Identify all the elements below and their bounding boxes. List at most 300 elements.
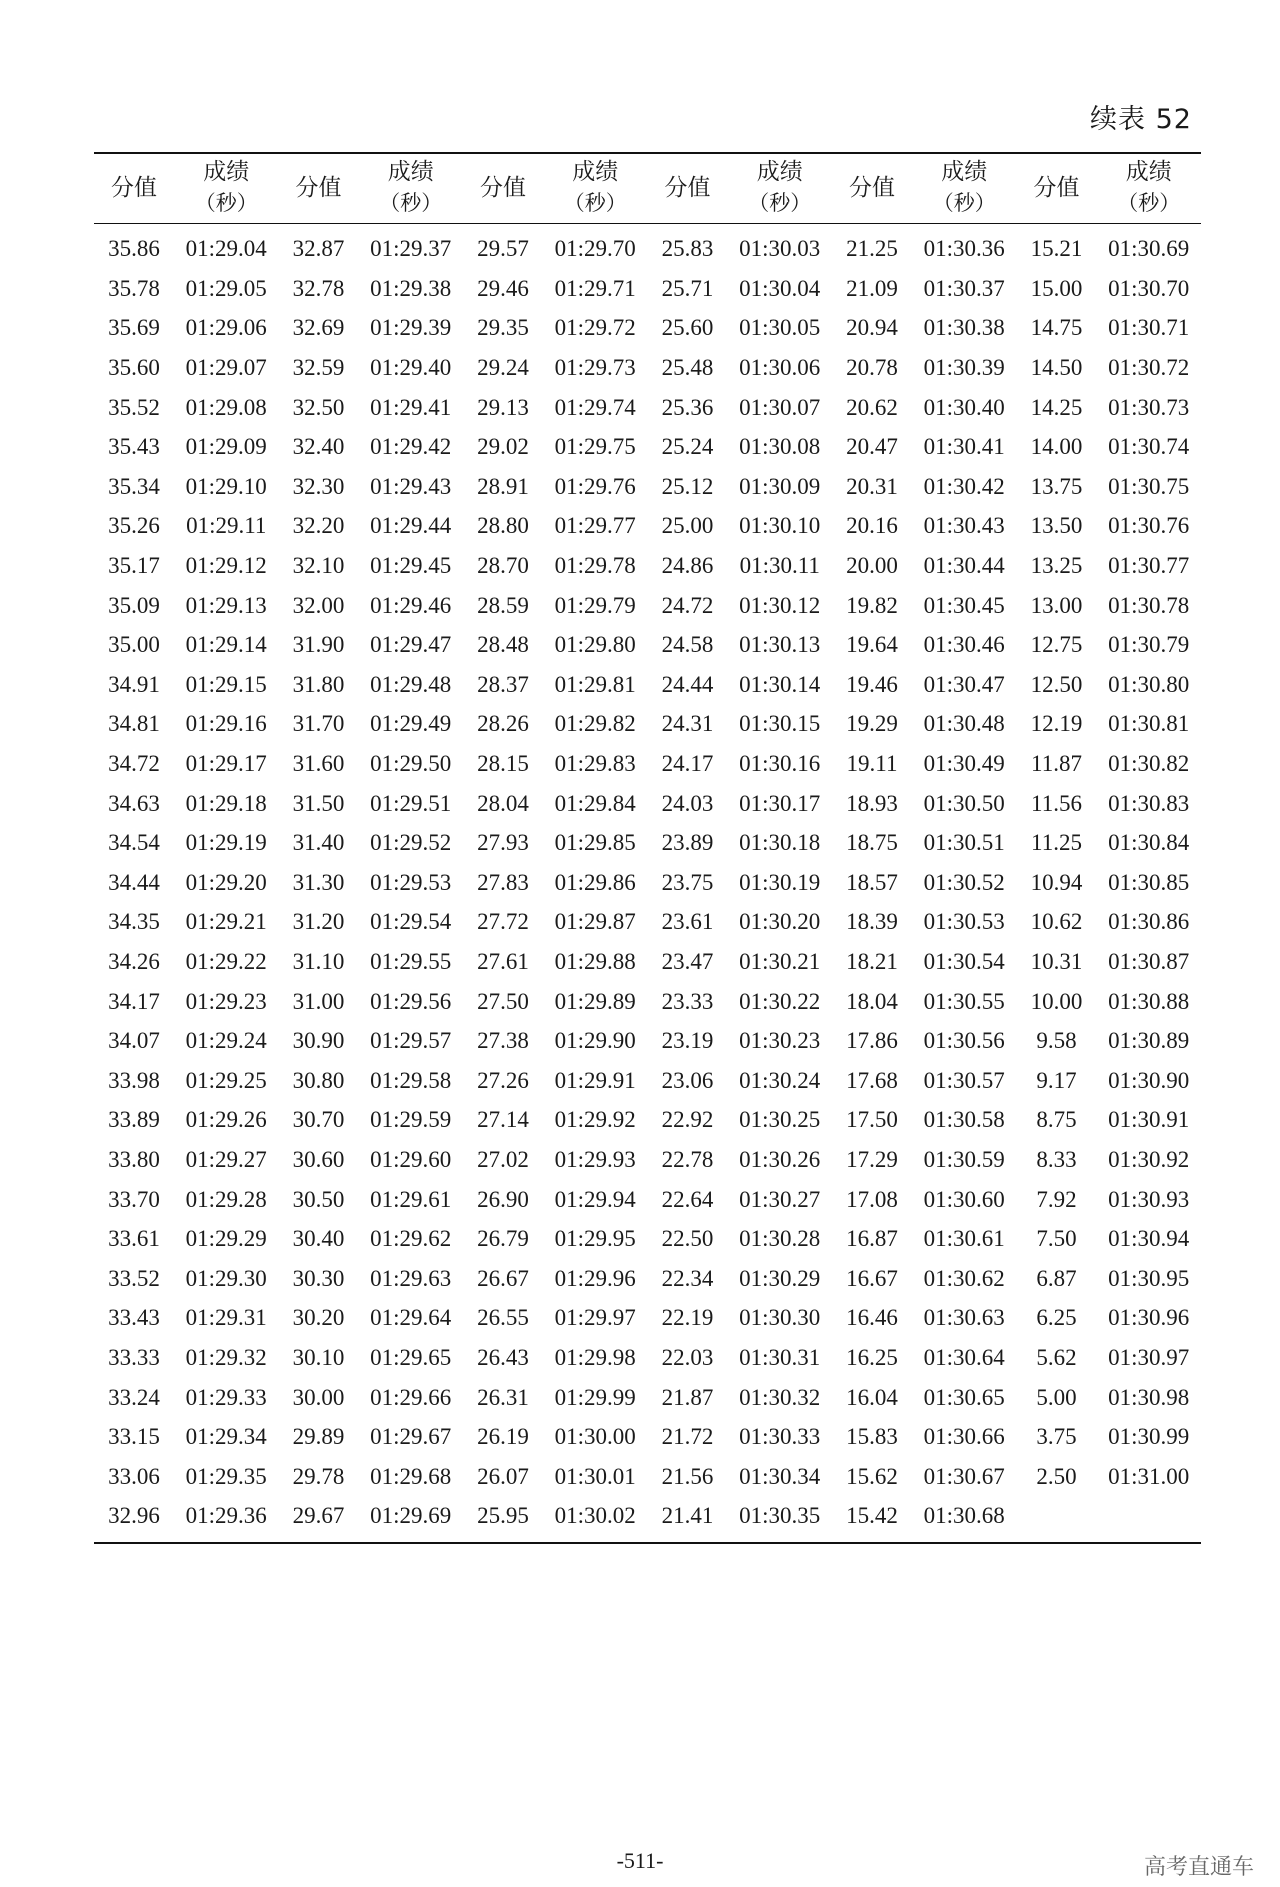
score-cell: 3.75: [1036, 1424, 1077, 1450]
score-cell: 22.50: [661, 1226, 714, 1252]
result-cell: 01:29.07: [185, 355, 267, 381]
result-cell: 01:30.88: [1108, 988, 1190, 1014]
score-cell: 26.19: [477, 1424, 529, 1450]
header-result-label: 成绩: [756, 159, 803, 186]
result-cell: 01:29.75: [554, 434, 636, 460]
result-cell: 01:30.51: [923, 830, 1005, 856]
result-cell: 01:30.14: [739, 671, 821, 697]
score-cell: 29.35: [477, 315, 529, 341]
score-cell: 32.00: [292, 592, 345, 618]
result-cell: 01:30.13: [739, 632, 821, 658]
page-number: -511-: [616, 1848, 664, 1873]
score-cell: 33.89: [108, 1107, 160, 1133]
result-cell: 01:30.19: [739, 869, 821, 895]
result-cell: 01:30.59: [923, 1146, 1005, 1172]
result-cell: 01:30.03: [739, 236, 821, 262]
score-cell: 5.62: [1036, 1344, 1077, 1370]
result-cell: 01:30.26: [739, 1146, 821, 1172]
result-cell: 01:30.09: [739, 473, 821, 499]
result-cell: 01:30.67: [923, 1463, 1005, 1489]
result-cell: 01:29.50: [370, 751, 452, 777]
result-cell: 01:30.63: [923, 1305, 1005, 1331]
score-cell: 30.00: [292, 1384, 345, 1410]
score-cell: 33.61: [108, 1226, 160, 1252]
score-cell: 35.17: [108, 553, 160, 579]
table-row: [94, 546, 1201, 586]
result-cell: 01:29.04: [185, 236, 267, 262]
score-cell: 25.24: [661, 434, 714, 460]
score-cell: 35.52: [108, 394, 160, 420]
header-result: [543, 153, 648, 223]
score-cell: 31.90: [292, 632, 345, 658]
result-cell: 01:29.43: [370, 473, 452, 499]
score-cell: 23.19: [661, 1028, 714, 1054]
result-cell: 01:29.84: [554, 790, 636, 816]
score-cell: 33.80: [108, 1146, 160, 1172]
result-cell: 01:29.14: [185, 632, 267, 658]
score-cell: 31.30: [292, 869, 345, 895]
result-cell: 01:30.57: [923, 1067, 1005, 1093]
score-cell: 29.24: [477, 355, 529, 381]
result-cell: 01:30.61: [923, 1226, 1005, 1252]
score-cell: 11.25: [1031, 830, 1082, 856]
result-cell: 01:30.22: [739, 988, 821, 1014]
table-row: [94, 1338, 1201, 1378]
header-result-unit: （秒）: [379, 191, 443, 216]
result-cell: 01:29.64: [370, 1305, 452, 1331]
score-cell: 30.50: [292, 1186, 345, 1212]
table-row: [94, 665, 1201, 705]
score-cell: 20.16: [846, 513, 898, 539]
score-cell: 35.60: [108, 355, 160, 381]
result-cell: 01:29.25: [185, 1067, 267, 1093]
result-cell: 01:30.30: [739, 1305, 821, 1331]
score-cell: 34.72: [108, 751, 160, 777]
score-cell: 26.07: [477, 1463, 529, 1489]
table-row: [94, 625, 1201, 665]
result-cell: 01:30.99: [1108, 1424, 1190, 1450]
table-row: [94, 348, 1201, 388]
score-cell: 28.26: [477, 711, 529, 737]
result-cell: 01:29.71: [554, 275, 636, 301]
result-cell: 01:30.43: [923, 513, 1005, 539]
score-cell: 14.50: [1030, 355, 1083, 381]
result-cell: 01:29.58: [370, 1067, 452, 1093]
result-cell: 01:29.72: [554, 315, 636, 341]
result-cell: 01:29.32: [185, 1344, 267, 1370]
score-cell: 31.20: [292, 909, 345, 935]
score-cell: 22.19: [661, 1305, 714, 1331]
header-result: [359, 153, 464, 223]
result-cell: 01:30.40: [923, 394, 1005, 420]
score-cell: 22.92: [661, 1107, 714, 1133]
result-cell: 01:29.78: [554, 553, 636, 579]
score-cell: 30.10: [292, 1344, 345, 1370]
result-cell: 01:30.92: [1108, 1146, 1190, 1172]
table-row: [94, 269, 1201, 309]
result-cell: 01:29.70: [554, 236, 636, 262]
score-cell: 13.00: [1030, 592, 1083, 618]
result-cell: 01:29.40: [370, 355, 452, 381]
score-cell: 15.00: [1030, 275, 1083, 301]
score-cell: 27.61: [477, 948, 529, 974]
result-cell: 01:29.12: [185, 553, 267, 579]
score-cell: 18.21: [846, 948, 898, 974]
score-cell: 27.26: [477, 1067, 529, 1093]
result-cell: 01:30.53: [923, 909, 1005, 935]
result-cell: 01:30.45: [923, 592, 1005, 618]
result-cell: 01:29.37: [370, 236, 452, 262]
result-cell: 01:29.96: [554, 1265, 636, 1291]
score-cell: 12.50: [1030, 671, 1083, 697]
result-cell: 01:30.08: [739, 434, 821, 460]
result-cell: 01:29.51: [370, 790, 452, 816]
score-cell: 25.60: [661, 315, 714, 341]
result-cell: 01:30.10: [739, 513, 821, 539]
result-cell: 01:29.56: [370, 988, 452, 1014]
result-cell: 01:30.07: [739, 394, 821, 420]
result-cell: 01:30.86: [1108, 909, 1190, 935]
result-cell: 01:29.68: [370, 1463, 452, 1489]
result-cell: 01:29.26: [185, 1107, 267, 1133]
score-cell: [1017, 1497, 1097, 1544]
score-cell: 12.75: [1030, 632, 1083, 658]
score-cell: 27.83: [477, 869, 529, 895]
table-row: [94, 223, 1201, 269]
result-cell: 01:29.27: [185, 1146, 267, 1172]
score-cell: 32.87: [292, 236, 345, 262]
table-row: [94, 427, 1201, 467]
score-cell: 9.17: [1036, 1067, 1077, 1093]
score-cell: 14.00: [1030, 434, 1083, 460]
table-row: [94, 1378, 1201, 1418]
table-row: [94, 903, 1201, 943]
result-cell: 01:30.06: [739, 355, 821, 381]
score-cell: 23.75: [661, 869, 714, 895]
score-cell: 34.07: [108, 1028, 160, 1054]
result-cell: 01:29.98: [554, 1344, 636, 1370]
result-cell: 01:29.88: [554, 948, 636, 974]
result-cell: 01:30.65: [923, 1384, 1005, 1410]
result-cell: 01:30.83: [1108, 790, 1190, 816]
result-cell: 01:29.66: [370, 1384, 452, 1410]
result-cell: 01:30.69: [1108, 236, 1190, 262]
score-cell: 34.54: [108, 830, 160, 856]
score-cell: 25.71: [661, 275, 714, 301]
score-cell: 26.90: [477, 1186, 529, 1212]
result-cell: 01:29.35: [185, 1463, 267, 1489]
score-cell: 32.50: [292, 394, 345, 420]
result-cell: 01:30.72: [1108, 355, 1190, 381]
score-cell: 6.87: [1036, 1265, 1077, 1291]
score-cell: 18.39: [846, 909, 898, 935]
result-cell: 01:29.29: [185, 1226, 267, 1252]
score-cell: 30.20: [292, 1305, 345, 1331]
result-cell: 01:29.24: [185, 1028, 267, 1054]
score-cell: 33.98: [108, 1067, 160, 1093]
score-cell: 35.43: [108, 434, 160, 460]
header-result-label: 成绩: [1125, 159, 1172, 186]
result-cell: 01:29.76: [554, 473, 636, 499]
result-cell: 01:29.86: [554, 869, 636, 895]
score-cell: 31.70: [292, 711, 345, 737]
result-cell: 01:30.46: [923, 632, 1005, 658]
result-cell: 01:30.71: [1108, 315, 1190, 341]
result-cell: 01:29.79: [554, 592, 636, 618]
score-cell: 31.00: [292, 988, 345, 1014]
score-cell: 15.62: [846, 1463, 898, 1489]
score-cell: 35.09: [108, 592, 160, 618]
result-cell: 01:30.31: [739, 1344, 821, 1370]
header-row: [94, 153, 1201, 223]
result-cell: 01:30.02: [554, 1503, 636, 1529]
result-cell: 01:30.37: [923, 275, 1005, 301]
score-cell: 35.34: [108, 473, 160, 499]
score-cell: 8.33: [1036, 1146, 1077, 1172]
score-cell: 19.64: [846, 632, 898, 658]
header-result: [174, 153, 279, 223]
header-score: 分值: [1017, 153, 1097, 223]
score-cell: 16.87: [846, 1226, 898, 1252]
result-cell: 01:30.76: [1108, 513, 1190, 539]
result-cell: 01:30.54: [923, 948, 1005, 974]
score-cell: 26.79: [477, 1226, 529, 1252]
result-cell: 01:30.60: [923, 1186, 1005, 1212]
score-cell: 22.64: [661, 1186, 714, 1212]
result-cell: 01:30.56: [923, 1028, 1005, 1054]
result-cell: 01:30.21: [739, 948, 821, 974]
result-cell: 01:29.74: [554, 394, 636, 420]
result-cell: 01:29.67: [370, 1424, 452, 1450]
result-cell: 01:29.85: [554, 830, 636, 856]
score-cell: 29.89: [292, 1424, 345, 1450]
score-cell: 22.34: [661, 1265, 714, 1291]
result-cell: 01:30.29: [739, 1265, 821, 1291]
score-cell: 32.96: [108, 1503, 160, 1529]
result-cell: 01:30.94: [1108, 1226, 1190, 1252]
result-cell: 01:29.08: [185, 394, 267, 420]
result-cell: 01:29.47: [370, 632, 452, 658]
result-cell: 01:29.99: [554, 1384, 636, 1410]
table-row: [94, 744, 1201, 784]
result-cell: 01:29.15: [185, 671, 267, 697]
header-result-unit: （秒）: [932, 191, 996, 216]
score-cell: 33.33: [108, 1344, 160, 1370]
result-cell: 01:30.27: [739, 1186, 821, 1212]
score-cell: 26.31: [477, 1384, 529, 1410]
result-cell: 01:30.32: [739, 1384, 821, 1410]
result-cell: 01:30.05: [739, 315, 821, 341]
score-cell: 34.91: [108, 671, 160, 697]
result-cell: 01:30.81: [1108, 711, 1190, 737]
result-cell: 01:29.60: [370, 1146, 452, 1172]
table-body: [94, 223, 1201, 1543]
result-cell: 01:30.20: [739, 909, 821, 935]
score-cell: 9.58: [1036, 1028, 1077, 1054]
result-cell: 01:30.44: [923, 553, 1005, 579]
result-cell: 01:29.55: [370, 948, 452, 974]
score-cell: 25.00: [661, 513, 714, 539]
result-cell: 01:29.82: [554, 711, 636, 737]
score-cell: 32.69: [292, 315, 345, 341]
score-cell: 32.20: [292, 513, 345, 539]
header-score: 分值: [648, 153, 728, 223]
score-cell: 29.13: [477, 394, 529, 420]
score-cell: 34.81: [108, 711, 160, 737]
score-cell: 24.31: [661, 711, 714, 737]
result-cell: 01:30.96: [1108, 1305, 1190, 1331]
result-cell: 01:30.33: [739, 1424, 821, 1450]
score-cell: 26.55: [477, 1305, 529, 1331]
result-cell: 01:30.80: [1108, 671, 1190, 697]
score-cell: 11.87: [1031, 751, 1082, 777]
score-table-container: [94, 152, 1201, 1544]
score-cell: 29.57: [477, 236, 529, 262]
result-cell: 01:30.85: [1108, 869, 1190, 895]
result-cell: 01:29.89: [554, 988, 636, 1014]
table-header: [94, 153, 1201, 223]
score-cell: 26.43: [477, 1344, 529, 1370]
score-cell: 32.78: [292, 275, 345, 301]
table-row: [94, 1021, 1201, 1061]
result-cell: 01:29.17: [185, 751, 267, 777]
result-cell: 01:29.73: [554, 355, 636, 381]
score-cell: 14.75: [1030, 315, 1083, 341]
score-cell: 31.60: [292, 751, 345, 777]
score-cell: 34.17: [108, 988, 160, 1014]
header-result-label: 成绩: [572, 159, 619, 186]
score-cell: 18.93: [846, 790, 898, 816]
result-cell: 01:30.36: [923, 236, 1005, 262]
score-cell: 28.70: [477, 553, 529, 579]
result-cell: 01:30.50: [923, 790, 1005, 816]
score-cell: 35.00: [108, 632, 160, 658]
result-cell: 01:29.95: [554, 1226, 636, 1252]
result-cell: 01:29.81: [554, 671, 636, 697]
score-cell: 30.40: [292, 1226, 345, 1252]
score-cell: 35.86: [108, 236, 160, 262]
result-cell: 01:29.63: [370, 1265, 452, 1291]
score-cell: 28.37: [477, 671, 529, 697]
header-result-unit: （秒）: [563, 191, 627, 216]
score-cell: 20.47: [846, 434, 898, 460]
score-cell: 5.00: [1036, 1384, 1077, 1410]
score-cell: 23.06: [661, 1067, 714, 1093]
result-cell: 01:30.93: [1108, 1186, 1190, 1212]
score-cell: 21.72: [661, 1424, 714, 1450]
table-row: [94, 1417, 1201, 1457]
result-cell: 01:29.21: [185, 909, 267, 935]
table-row: [94, 467, 1201, 507]
score-cell: 33.70: [108, 1186, 160, 1212]
score-cell: 19.46: [846, 671, 898, 697]
result-cell: 01:30.01: [554, 1463, 636, 1489]
score-cell: 28.59: [477, 592, 529, 618]
score-cell: 29.78: [292, 1463, 345, 1489]
result-cell: 01:30.68: [923, 1503, 1005, 1529]
score-cell: 13.50: [1030, 513, 1083, 539]
score-cell: 27.72: [477, 909, 529, 935]
score-cell: 28.91: [477, 473, 529, 499]
score-cell: 27.50: [477, 988, 529, 1014]
result-cell: 01:30.91: [1108, 1107, 1190, 1133]
result-cell: 01:30.73: [1108, 394, 1190, 420]
score-cell: 18.04: [846, 988, 898, 1014]
score-cell: 24.03: [661, 790, 714, 816]
score-cell: 23.89: [661, 830, 714, 856]
result-cell: 01:30.70: [1108, 275, 1190, 301]
score-cell: 31.10: [292, 948, 345, 974]
score-cell: 2.50: [1036, 1463, 1077, 1489]
score-cell: 24.86: [661, 553, 714, 579]
result-cell: 01:29.30: [185, 1265, 267, 1291]
result-cell: 01:30.95: [1108, 1265, 1190, 1291]
score-cell: 20.31: [846, 473, 898, 499]
table-row: [94, 309, 1201, 349]
table-row: [94, 784, 1201, 824]
score-cell: 33.43: [108, 1305, 160, 1331]
result-cell: 01:30.23: [739, 1028, 821, 1054]
result-cell: 01:29.54: [370, 909, 452, 935]
result-cell: 01:29.06: [185, 315, 267, 341]
score-cell: 16.04: [846, 1384, 898, 1410]
result-cell: 01:29.91: [554, 1067, 636, 1093]
table-row: [94, 942, 1201, 982]
result-cell: 01:29.93: [554, 1146, 636, 1172]
score-cell: 15.42: [846, 1503, 898, 1529]
score-cell: 33.52: [108, 1265, 160, 1291]
score-cell: 29.46: [477, 275, 529, 301]
result-cell: 01:30.84: [1108, 830, 1190, 856]
score-cell: 34.44: [108, 869, 160, 895]
score-cell: 30.90: [292, 1028, 345, 1054]
result-cell: 01:30.17: [739, 790, 821, 816]
table-row: [94, 388, 1201, 428]
score-cell: 14.25: [1030, 394, 1083, 420]
result-cell: 01:30.35: [739, 1503, 821, 1529]
result-cell: 01:30.49: [923, 751, 1005, 777]
score-cell: 27.93: [477, 830, 529, 856]
result-cell: 01:30.75: [1108, 473, 1190, 499]
result-cell: 01:30.58: [923, 1107, 1005, 1133]
score-cell: 31.40: [292, 830, 345, 856]
result-cell: 01:29.13: [185, 592, 267, 618]
result-cell: 01:30.15: [739, 711, 821, 737]
header-result-unit: （秒）: [1117, 191, 1181, 216]
table-row: [94, 982, 1201, 1022]
score-cell: 23.33: [661, 988, 714, 1014]
result-cell: 01:30.42: [923, 473, 1005, 499]
score-cell: 27.14: [477, 1107, 529, 1133]
result-cell: 01:30.62: [923, 1265, 1005, 1291]
result-cell: 01:29.62: [370, 1226, 452, 1252]
result-cell: 01:29.10: [185, 473, 267, 499]
score-cell: 34.63: [108, 790, 160, 816]
score-cell: 21.41: [661, 1503, 714, 1529]
score-cell: 24.58: [661, 632, 714, 658]
score-cell: 33.24: [108, 1384, 160, 1410]
result-cell: 01:29.90: [554, 1028, 636, 1054]
result-cell: 01:29.36: [185, 1503, 267, 1529]
result-cell: 01:29.20: [185, 869, 267, 895]
score-cell: 7.50: [1036, 1226, 1077, 1252]
result-cell: 01:29.97: [554, 1305, 636, 1331]
score-cell: 31.80: [292, 671, 345, 697]
result-cell: 01:30.97: [1108, 1344, 1190, 1370]
score-cell: 17.08: [846, 1186, 898, 1212]
result-cell: 01:29.42: [370, 434, 452, 460]
result-cell: 01:30.78: [1108, 592, 1190, 618]
